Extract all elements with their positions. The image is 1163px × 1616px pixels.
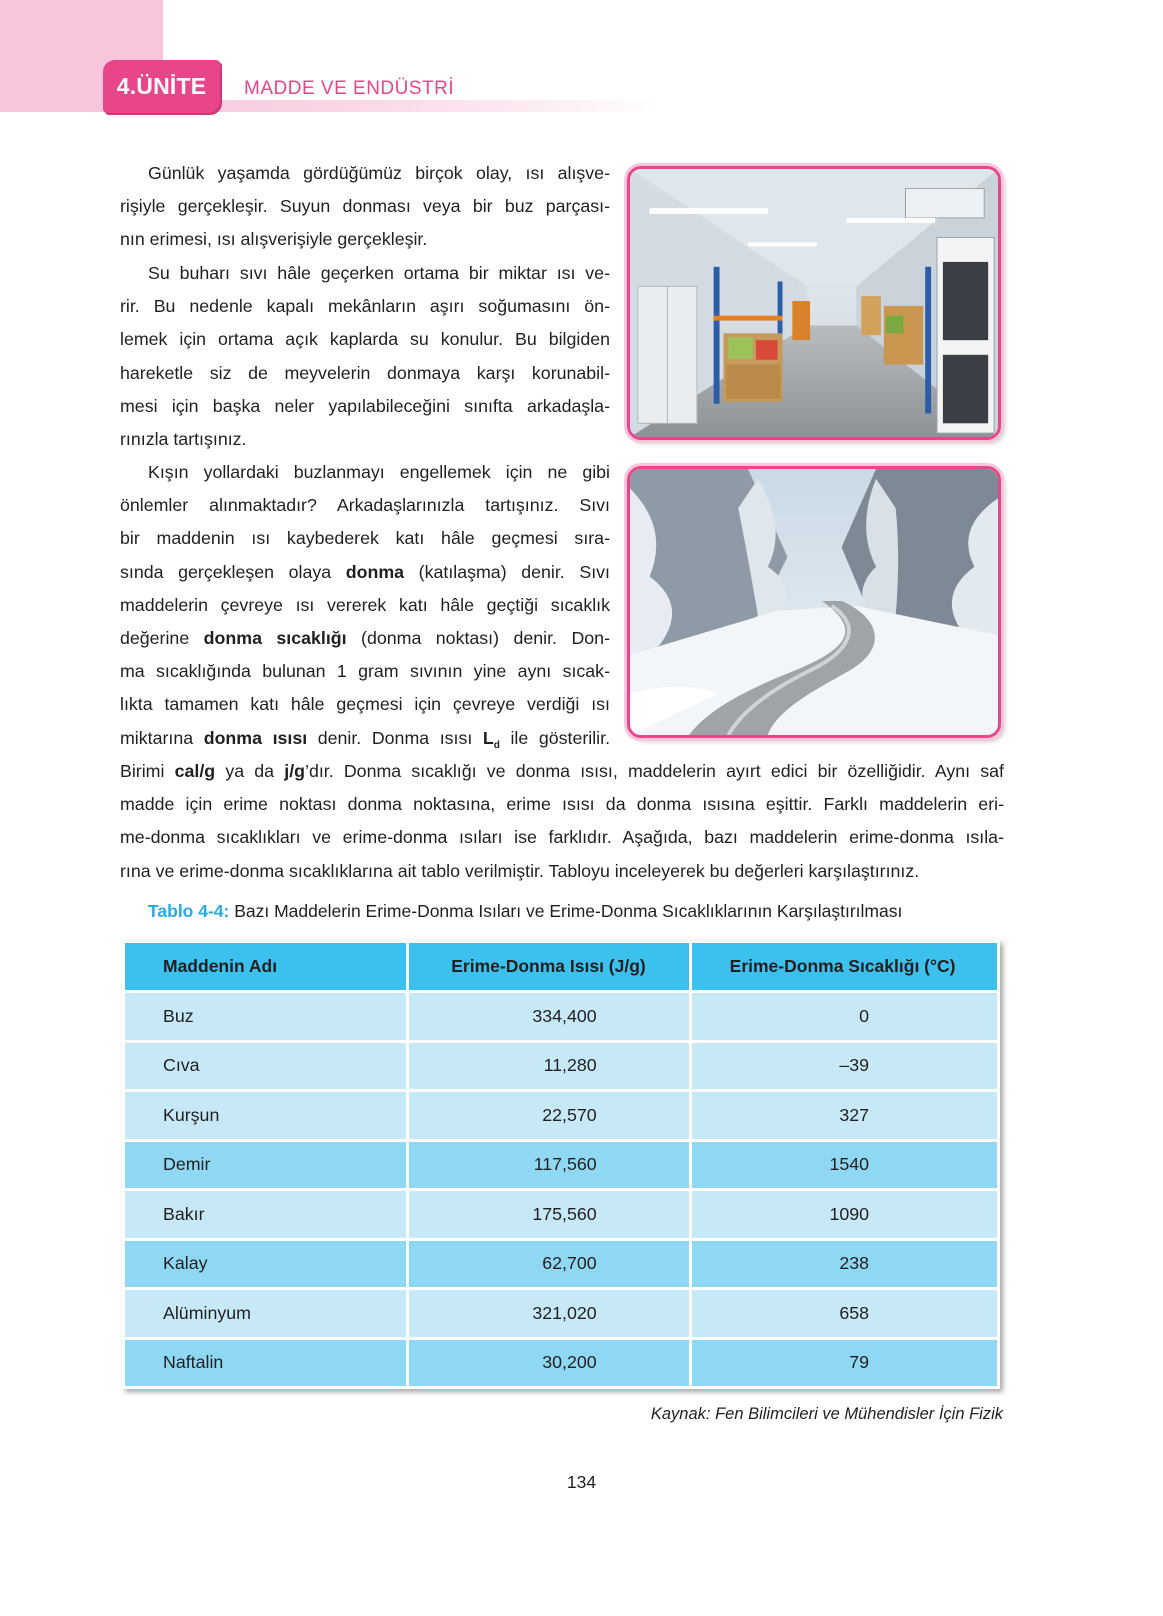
term-donma-isisi: donma ısısı: [203, 727, 308, 748]
table-row: [125, 1191, 997, 1238]
paragraph-3: [120, 456, 610, 762]
snowy-road-photo: [627, 466, 1001, 738]
p3-line-1: Kışın yollardaki buzlanmayı engellemek için ne gibi: [148, 462, 610, 482]
cell-substance: Cıva: [125, 1043, 406, 1090]
unit-cal-g: cal/g: [174, 761, 216, 781]
wide-line-1: [120, 755, 1004, 788]
text-run: (katılaşma) denir. Sıvı: [404, 561, 610, 582]
cell-temperature: 1090: [692, 1191, 997, 1238]
table-row: [125, 1092, 997, 1139]
cell-heat: 11,280: [409, 1043, 688, 1090]
cell-heat: 117,560: [409, 1142, 688, 1189]
paragraph-2: [120, 257, 610, 456]
p3-line-3: bir maddenin ısı kaybederek katı hâle geçmesi sıra-: [120, 528, 610, 549]
cell-temperature: 327: [692, 1092, 997, 1139]
term-donma: donma: [345, 561, 405, 582]
p1-line-1: Günlük yaşamda gördüğümüz birçok olay, ısı alışve-: [148, 163, 610, 183]
cell-heat: 30,200: [409, 1340, 688, 1387]
cell-temperature: –39: [692, 1043, 997, 1090]
p2-line-4: hareketle siz de meyvelerin donmaya karşı korunabil-: [120, 362, 610, 383]
cell-heat: 22,570: [409, 1092, 688, 1139]
p3-line-5: maddelerin çevreye ısı vererek katı hâle geçtiği sıcaklık: [120, 594, 610, 615]
snowy-road-illustration: [630, 469, 998, 735]
table-row: [125, 993, 997, 1040]
cell-substance: Kurşun: [125, 1092, 406, 1139]
table-row: [125, 1142, 997, 1189]
paragraph-1: [120, 157, 610, 257]
cell-substance: Naftalin: [125, 1340, 406, 1387]
unit-badge: [103, 60, 220, 113]
text-run: sında gerçekleşen olaya: [120, 561, 346, 582]
page-number: 134: [566, 1472, 597, 1492]
symbol-subscript-d: d: [493, 739, 500, 751]
table-caption: [148, 901, 902, 922]
p2-line-5: mesi için başka neler yapılabileceğini sınıfta arkadaşla-: [120, 395, 610, 416]
table-source: Kaynak: Fen Bilimcileri ve Mühendisler İçin Fizik: [650, 1405, 1003, 1423]
p1-line-2: rişiyle gerçekleşir. Suyun donması veya bir buz parçası-: [120, 196, 610, 217]
p2-line-6: rınızla tartışınız.: [120, 429, 247, 450]
table-caption-text: Bazı Maddelerin Erime-Donma Isıları ve Erime-Donma Sıcaklıklarının Karşılaştırılması: [229, 901, 903, 921]
p2-line-1: Su buharı sıvı hâle geçerken ortama bir miktar ısı ve-: [148, 263, 610, 283]
cell-substance: Demir: [125, 1142, 406, 1189]
unit-label: 4.ÜNİTE: [116, 73, 207, 99]
text-run: Birimi: [120, 761, 175, 781]
paragraph-3-continued: [120, 755, 1004, 888]
text-run: miktarına: [120, 727, 204, 748]
cell-substance: Kalay: [125, 1241, 406, 1288]
header-heat: Erime-Donma Isısı (J/g): [409, 943, 688, 990]
text-run: ’dır. Donma sıcaklığı ve donma ısısı, maddelerin ayırt edici bir özelliğidir. Aynı saf: [305, 761, 1004, 781]
cell-temperature: 1540: [692, 1142, 997, 1189]
p1-line-3: nın erimesi, ısı alışverişiyle gerçekleşir.: [120, 229, 428, 250]
comparison-table: [122, 940, 1000, 1389]
table-row: [125, 1340, 997, 1387]
unit-j-g: j/g: [284, 761, 305, 781]
table-header-row: [125, 943, 997, 990]
p3-line-4: [120, 556, 610, 589]
unit-title: MADDE VE ENDÜSTRİ: [244, 78, 455, 99]
text-run: değerine: [120, 628, 204, 649]
table-caption-label: Tablo 4-4:: [148, 901, 230, 921]
p3-line-8: lıkta tamamen katı hâle geçmesi için çevreye verdiği ısı: [120, 694, 610, 715]
text-run: ya da: [215, 761, 285, 781]
table-row: [125, 1290, 997, 1337]
p2-line-2: rir. Bu nedenle kapalı mekânların aşırı soğumasını ön-: [120, 296, 610, 317]
cold-storage-illustration: [630, 169, 998, 437]
header-temperature: Erime-Donma Sıcaklığı (°C): [692, 943, 997, 990]
text-run: ile gösterilir.: [499, 727, 611, 748]
cell-substance: Alüminyum: [125, 1290, 406, 1337]
cell-substance: Bakır: [125, 1191, 406, 1238]
cell-heat: 62,700: [409, 1241, 688, 1288]
cell-heat: 321,020: [409, 1290, 688, 1337]
cell-heat: 334,400: [409, 993, 688, 1040]
cell-temperature: 658: [692, 1290, 997, 1337]
p3-line-6: [120, 622, 610, 655]
wide-line-2: madde için erime noktası donma noktasına, erime ısısı da donma ısısına eşittir. Farklı maddelerin eri-: [120, 794, 1004, 815]
header-substance: Maddenin Adı: [125, 943, 406, 990]
table-row: [125, 1241, 997, 1288]
cell-temperature: 79: [692, 1340, 997, 1387]
term-donma-sicakligi: donma sıcaklığı: [203, 628, 347, 649]
cell-substance: Buz: [125, 993, 406, 1040]
text-run: (donma noktası) denir. Don-: [346, 628, 610, 649]
wide-line-3: me-donma sıcaklıkları ve erime-donma ısıları ise farklıdır. Aşağıda, bazı maddelerin erime-donma ısıla-: [120, 827, 1004, 848]
symbol-L: L: [482, 727, 494, 748]
cell-temperature: 0: [692, 993, 997, 1040]
wide-line-4: rına ve erime-donma sıcaklıklarına ait tablo verilmiştir. Tabloyu inceleyerek bu değerleri karşılaştırınız.: [120, 860, 920, 881]
p3-line-2: önlemler alınmaktadır? Arkadaşlarınızla tartışınız. Sıvı: [120, 495, 610, 516]
table-row: [125, 1043, 997, 1090]
text-run: denir. Donma ısısı: [307, 727, 483, 748]
p3-line-7: ma sıcaklığında bulunan 1 gram sıvının yine aynı sıcak-: [120, 661, 610, 682]
p2-line-3: lemek için ortama açık kaplarda su konulur. Bu bilgiden: [120, 329, 610, 350]
cell-temperature: 238: [692, 1241, 997, 1288]
cell-heat: 175,560: [409, 1191, 688, 1238]
cold-storage-photo: [627, 166, 1001, 440]
